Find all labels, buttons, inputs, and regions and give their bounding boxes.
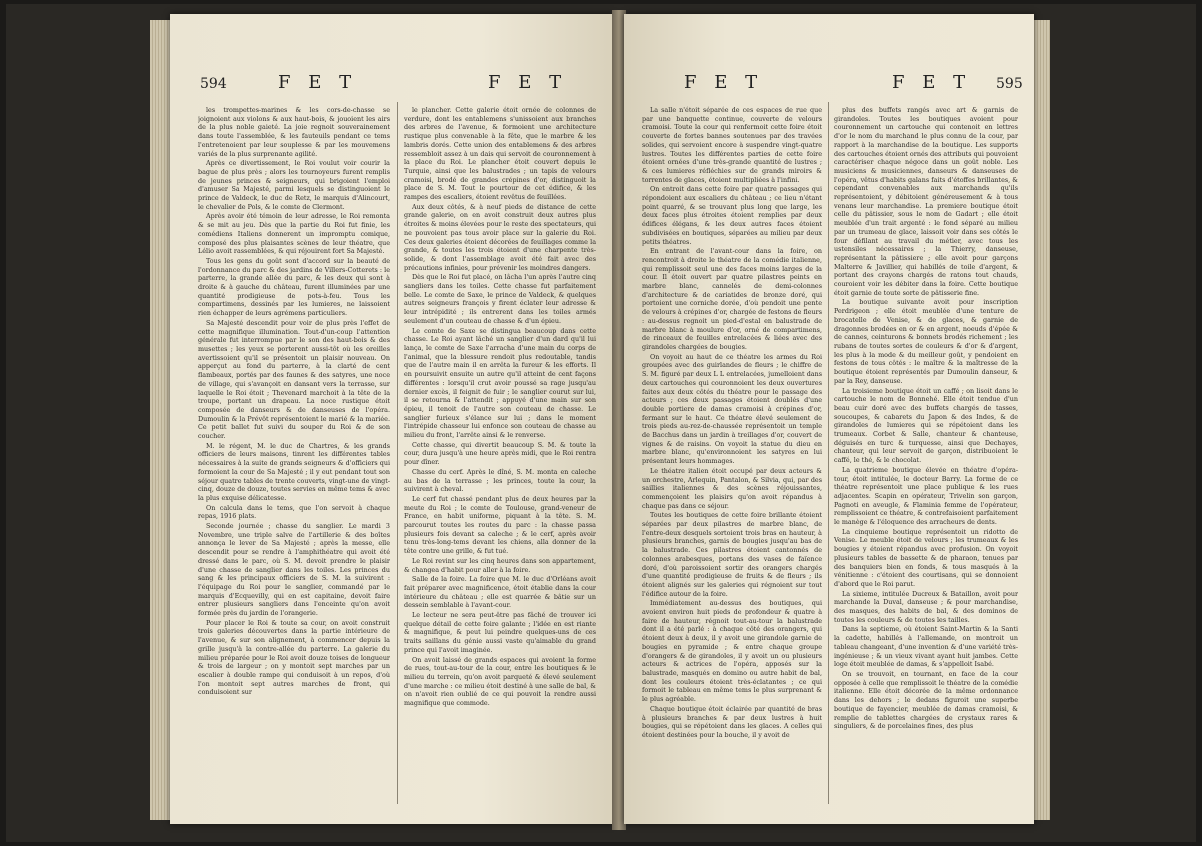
- paragraph: On entroit dans cette foire par quatre passages qui répondoient aux escaliers du château ; ce lieu n'étant point quarré, & se trouvant plus long que large, les deux faces plus étroites étoient remplies par deux édifices élégans, & les deux autres faces étoient subdivisées en boutiques, séparées au milieu par deux petits théatres.: [642, 185, 822, 246]
- left-head-col2: F E T: [488, 72, 568, 93]
- paragraph: le plancher. Cette galerie étoit ornée de colonnes de verdure, dont les entablemens s'unissoient aux branches des arbres de l'avenue, & formoient une architecture rustique plus convenable à la fête, que le marbre & les lambris dorés. Cette union des entablemens & des arbres ressembloit assez à un dais qui servoit de couronnement à la place du Roi. Le plancher étoit couvert depuis le Turquie, ainsi que les balustrades ; un tapis de velours cramoisi, brodé de grandes crépines d'or, distinguoit la place de S. M. Tout le pourtour de cet édifice, & les rampes des escaliers, étoient revêtus de feuillées.: [404, 106, 596, 202]
- paragraph: Le cerf fut chassé pendant plus de deux heures par la meute du Roi ; le comte de Toulouse, grand-veneur de France, en habit uniforme, piquant à la tête. S. M. parcourut toutes les routes du parc : la chasse passa plusieurs fois devant sa caleche ; & le cerf, après avoir tenu très-long-tems devant les chiens, alla donner de la tête contre une grille, & fut tué.: [404, 494, 596, 556]
- paragraph: Pour placer le Roi & toute sa cour, on avoit construit trois galeries découvertes dans la partie intérieure de l'avenue, & sur son alignement, à commencer depuis la grille jusqu'à la contre-allée du parterre. La galerie du milieu préparée pour le Roi avoit douze toises de longueur & trois de largeur ; on y montoit sept marches par un escalier à double rampe qui conduisoit à un repos, d'où l'on montoit sept autres marches de front, qui conduisoient sur: [198, 618, 390, 697]
- left-column-rule: [397, 102, 398, 804]
- paragraph: On se trouvoit, en tournant, en face de la cour opposée à celle que remplissoit le théatre de la comédie italienne. Elle étoit décorée de la même ordonnance dans les dehors ; le dedans figuroit une superbe boutique de fayencier, meublée de damas cramoisi, & remplie de tablettes chargées de crystaux rares & singuliers, & de porcelaines fines, des plus: [834, 670, 1018, 731]
- right-page-number: 595: [996, 76, 1023, 92]
- right-head-col2: F E T: [892, 72, 972, 93]
- left-head-col1: F E T: [278, 72, 358, 93]
- right-column-1: [642, 106, 822, 806]
- right-running-head: [624, 72, 1034, 98]
- left-page-number: 594: [200, 76, 227, 92]
- paragraph: La cinquieme boutique représentoit un ridotto de Venise. Le meuble étoit de velours ; les trumeaux & les bougies y étoient répandus avec profusion. On voyoit plusieurs tables de bassette & de pharaon, tenues par des banquiers bien en fonds, & tous masqués à la vénitienne : c'étoient des courtisans, qui se donnoient d'abord que le Roi parut.: [834, 527, 1018, 588]
- paragraph: Le théatre italien étoit occupé par deux acteurs & un orchestre, Arlequin, Pantalon, & Silvia, qui, par des saillies italiennes & des scènes réjouissantes, commençoient les plaisirs qu'on avoit répandus à chaque pas dans ce séjour.: [642, 466, 822, 510]
- paragraph: On calcula dans le tems, que l'on servoit à chaque repas, 1916 plats.: [198, 503, 390, 521]
- paragraph: La boutique suivante avoit pour inscription Perdrigeon ; elle étoit meublée d'une tenture de brocatelle de Venise, & de glaces, & garnie de dragonnes brodées en or & en argent, noeuds d'épée & de cannes, ceinturons & bonnets brodés richement ; les rubans de toutes sortes de couleurs & d'or & d'argent, les plus à la mode & du meilleur goût, y pendoient en festons de tous côtés : le maître & la maîtresse de la boutique étoient représentés par Dumoulin danseur, & par la Rey, danseuse.: [834, 298, 1018, 385]
- paragraph: La salle n'étoit séparée de ces espaces de rue que par une banquette continue, couverte de velours cramoisi. Toute la cour qui renfermoit cette foire étoit couverte de fortes bannes soutenues par des travées solides, qui servoient encore à suspendre vingt-quatre lustres. Toutes les différentes parties de cette foire étoient ornées d'une très-grande quantité de lustres ; & ces lumieres réfléchies sur de grands miroirs & torrentes de glaces, étoient multipliées à l'infini.: [642, 106, 822, 184]
- paragraph: Après ce divertissement, le Roi voulut voir courir la bague de plus près ; alors les tournoyeurs furent remplis de jeunes princes & seigneurs, qui brigoient l'emploi d'amuser Sa Majesté, parmi lesquels se distinguoient le prince de Valdeck, le duc de Retz, le marquis d'Alincourt, le chevalier de Pols, & le comte de Clermont.: [198, 159, 390, 211]
- paragraph: Toutes les boutiques de cette foire brillante étoient séparées par deux pilastres de marbre blanc, de l'entre-deux desquels sortoient trois bras en hauteur, à plusieurs branches, garnis de bougies jusqu'au bas de la balustrade. Ces pilastres étoient cantonnés de colonnes arabesques, portans des vases de faïence doré, d'où paroissoient sortir des orangers chargés d'une quantité prodigieuse de fruits & de fleurs ; ils étoient alignés sur les galeries qui régnoient sur tout l'édifice autour de la foire.: [642, 511, 822, 598]
- paragraph: On avoit laissé de grands espaces qui avoient la forme de rues, tout-au-tour de la cour, entre les boutiques & le milieu du terrein, qu'on avoit parqueté & élevé seulement d'une marche : ce milieu étoit destiné à une salle de bal, & on n'avoit rien oublié de ce qui pouvoit la rendre aussi magnifique que commode.: [404, 655, 596, 708]
- paragraph: La troisieme boutique étoit un caffé ; on lisoit dans le cartouche le nom de Bonnehé. Elle étoit tendue d'un beau cuir doré avec des buffets chargés de tasses, soucoupes, & cabarets du Japon & des Indes, & de girandoles de lumieres qui se répétoient dans les trumeaux. Corbet & Salle, chanteur & chanteuse, déguisés en turc & turquesse, ainsi que Dechayes, chanteur, qui leur servoit de garçon, distribuoient le caffé, le thé, & le chocolat.: [834, 386, 1018, 465]
- right-column-2: [834, 106, 1018, 806]
- paragraph: Le comte de Saxe se distingua beaucoup dans cette chasse. Le Roi ayant lâché un sanglier d'un dard qu'il lui lança, le comte de Saxe l'arracha d'une main du corps de l'animal, que la blessure rendoit plus redoutable, tandis que de l'autre main il en arrêta la fureur & les efforts. Il en poursuivit ensuite un autre qu'il atteint de cent façons différentes : lorsqu'il crut avoir poussé sa rage jusqu'au dernier excès, il feignit de fuir ; le sanglier courut sur lui, il se retourna & l'attendit ; appuyé d'une main sur son épieu, il tenoit de l'autre son couteau de chasse. Le sanglier furieux s'élance sur lui ; dans le moment l'intrépide chasseur lui enfonce son couteau de chasse au milieu du front, l'arrête ainsi & le renverse.: [404, 326, 596, 440]
- paragraph: La quatrieme boutique élevée en théatre d'opéra-tour, étoit intitulée, le docteur Barry. La forme de ce théatre représentoit une place publique & les rues adjacentes. Scapin en opérateur, Trivelin son garçon, Pagnoti en aveugle, & Flaminia femme de l'opérateur, remplissoient ce théatre, & contrefaisoient parfaitement le manège & l'éloquence des arracheurs de dents.: [834, 465, 1018, 527]
- left-running-head: [170, 72, 614, 98]
- paragraph: Salle de la foire. La foire que M. le duc d'Orléans avoit fait préparer avec magnificence, étoit établie dans la cour intérieure du château ; elle est quarrée & bâtie sur un dessein semblable à l'avant-cour.: [404, 575, 596, 610]
- paragraph: Le Roi revint sur les cinq heures dans son appartement, & changea d'habit pour aller à la foire.: [404, 556, 596, 574]
- paragraph: Seconde journée ; chasse du sanglier. Le mardi 3 Novembre, une triple salve de l'artillerie & des boîtes annonça le lever de Sa Majesté ; après la messe, elle descendit pour se rendre à l'amphithéatre qui avoit été dressé dans le parc, où S. M. devoit prendre le plaisir d'une chasse de sanglier dans les toiles. Les princes du sang & les principaux officiers de S. M. la suivirent : l'équipage du Roi pour le sanglier, commandé par le marquis d'Ecquevilly, qui en est capitaine, devoit faire entrer plusieurs sangliers dans l'enceinte qu'on avoit formée près du jardin de l'orangerie.: [198, 522, 390, 618]
- left-column-2: [404, 106, 596, 806]
- paragraph: Immédiatement au-dessus des boutiques, qui avoient environ huit pieds de profondeur & quatre à faire de hauteur, régnoit tout-au-tour la balustrade dont il a été parlé : à chaque côté des orangers, qui étoient deux à deux, il y avoit une girandole garnie de bougies en pyramide ; & entre chaque groupe d'orangers & de girandoles, il y avoit un ou plusieurs acteurs & actrices de l'opéra, apposés sur la balustrade, masqués en domino ou autre habit de bal, dont les couleurs étoient très-éclatantes ; ce qui formoit le tableau en même tems le plus surprenant & le plus agréable.: [642, 599, 822, 704]
- paragraph: Sa Majesté descendit pour voir de plus près l'effet de cette magnifique illumination. Tout-d'un-coup l'attention générale fut interrompue par le son des haut-bois & des musettes ; les yeux se porterent aussi-tôt où les oreilles avertissoient qu'il se présentoit un plaisir nouveau. On apperçut au fond du parterre, à la clarté de cent flambeaux, portés par des faunes & des satyres, une noce de village, qui s'avançoit en dansant vers la terrasse, sur laquelle le Roi étoit ; Thevenard marchoit à la tête de la troupe, portant un drapeau. La noce rustique étoit composée de danseurs & de danseuses de l'opéra. Dumoulin & la Prévôt représentoient le marié & la mariée. Ce petit ballet fut suivi du souper du Roi & de son coucher.: [198, 318, 390, 441]
- paragraph: Dès que le Roi fut placé, on lâcha l'un après l'autre cinq sangliers dans les toiles. Cette chasse fut parfaitement belle. Le comte de Saxe, le prince de Valdeck, & quelques autres seigneurs françois y firent éclater leur adresse & leur intrépidité ; ils entrerent dans les toiles armés seulement d'un couteau de chasse & d'un épieu.: [404, 273, 596, 325]
- right-column-rule: [828, 102, 829, 804]
- right-page-edges: [1032, 20, 1050, 820]
- paragraph: Cette chasse, qui divertit beaucoup S. M. & toute la cour, dura jusqu'à une heure après midi, que le Roi rentra pour dîner.: [404, 440, 596, 467]
- paragraph: Tous les gens du goût sont d'accord sur la beauté de l'ordonnance du parc & des jardins de Villers-Cotterets : le parterre, la grande allée du parc, & les deux qui sont à droite & à gauche du château, furent illuminées par une quantité prodigieuse de pots-à-feu. Tous les compartimens, dessinés par les lumieres, ne laissoient rien échapper de leurs agrémens particuliers.: [198, 256, 390, 318]
- left-column-1: [198, 106, 390, 806]
- paragraph: les trompettes-marines & les cors-de-chasse se joignoient aux violons & aux haut-bois, & jouoient les airs de la plus noble gaieté. La joie regnoit souverainement dans toute l'assemblée, & les fauteuils pendant ce tems l'entretenoient par leur souplesse & par les mouvemens variés de la plus surprenante agilité.: [198, 106, 390, 158]
- paragraph: La sixieme, intitulée Ducreux & Bataillon, avoit pour marchande la Duval, danseuse ; & pour marchandise, des masques, des habits de bal, & des dominos de toutes les couleurs & de toutes les tailles.: [834, 589, 1018, 624]
- paragraph: Dans la septieme, où étoient Saint-Martin & la Santi la cadette, habillés à l'allemande, on montroit un tableau changeant, d'une invention & d'une variété très-ingénieuse ; & un vieux vivant ayant huit jambes. Cette loge étoit meublée de damas, & s'appelloit Isabé.: [834, 625, 1018, 669]
- paragraph: Chaque boutique étoit éclairée par quantité de bras à plusieurs branches & par deux lustres à huit bougies, qui se répétoient dans les glaces. A celles qui étoient destinées pour la bouche, il y avoit de: [642, 704, 822, 739]
- paragraph: En entrant de l'avant-cour dans la foire, on rencontroit à droite le théatre de la comédie italienne, qui remplissoit seul une des faces moins larges de la cour. Il étoit ouvert par quatre pilastres peints en marbre blanc, cannelés de demi-colonnes d'architecture & de cariatides de bronze doré, qui portoient une corniche dorée, d'où pendoit une pente de velours à crépines d'or, chargée de festons de fleurs : au-dessus regnoit un pied-d'estal en balustrade de marbre blanc à moulure d'or, orné de compartimens, de rinceaux de feuilles entrelacées & liées avec des girandoles chargées de bougies.: [642, 247, 822, 351]
- paragraph: Chasse du cerf. Après le dîné, S. M. monta en caleche au bas de la terrasse ; les princes, toute la cour, la suivirent à cheval.: [404, 467, 596, 494]
- paragraph: Le lecteur ne sera peut-être pas fâché de trouver ici quelque détail de cette foire galante ; l'idée en est riante & magnifique, & peut lui peindre quelques-uns de ces traits saillans du génie aussi vaste qu'aimable du grand prince qui l'avoit imaginée.: [404, 611, 596, 654]
- paragraph: Après avoir été témoin de leur adresse, le Roi remonta & se mit au jeu. Dès que la partie du Roi fut finie, les comédiens Italiens donnerent un impromptu comique, composé des plus plaisantes scènes de leur théatre, que Lélio avoit rassemblées, & qui réjouirent fort Sa Majesté.: [198, 212, 390, 256]
- paragraph: M. le régent, M. le duc de Chartres, & les grands officiers de leurs maisons, tinrent les différentes tables nécessaires à la suite de grands seigneurs & d'officiers qui formoient la cour de Sa Majesté ; il y eut pendant tout son séjour quatre tables de trente couverts, vingt-une de vingt-cinq, douze de douze, toutes servies en même tems & avec la plus exquise délicatesse.: [198, 441, 390, 502]
- paragraph: plus des buffets rangés avec art & garnis de girandoles. Toutes les boutiques avoient pour couronnement un cartouche qui contenoit en lettres d'or le nom du marchand le plus connu de la cour, par rapport à la marchandise de la boutique. Les supports des cartouches étoient ornés des attributs qui pouvoient caractériser chaque négoce dans un goût noble. Les musiciens & musiciennes, danseurs & danseuses de l'opéra, vêtus d'habits galans faits d'étoffes brillantes, & cependant convenables aux marchands qu'ils représentoient, y débitoient généreusement & à tous venans leur marchandise. La premiere boutique étoit celle du pâtissier, sous le nom de Gadart ; elle étoit meublée d'un trait argenté : le fond séparé au milieu par un trumeau de glace, laissoit voir dans ses côtés le four défilant au travail du métier, avec tous les ustensiles nécessaires ; la Thierry, danseuse, représentant la pâtissiere ; elle avoit pour garçons Malterre & Javillier, qui habillés de toile d'argent, & portant des crayons chargés de ratons tout chauds, couroient voir les débiter dans la foire. Cette boutique étoit garnie de toute sorte de pâtisserie fine.: [834, 106, 1018, 297]
- left-page-edges: [150, 20, 172, 820]
- paragraph: On voyoit au haut de ce théatre les armes du Roi groupées avec des guirlandes de fleurs ; le chiffre de S. M. figuré par deux L L entrelacées, jumelloient dans deux cartouches qui couronnoient les deux ouvertures faites aux deux côtés du théatre pour le passage des acteurs ; ces deux passages étoient doublés d'une double portiere de damas cramoisi à crépines d'or, fermant sur le haut. Ce théatre élevé seulement de trois pieds au-rez-de-chaussée représentoit un temple de Bacchus dans un jardin à treillages d'or, couvert de vignes & de raisins. On voyoit la statue du dieu en marbre blanc, qu'environnoient les satyres en lui présentant leurs hommages.: [642, 352, 822, 466]
- left-page: [170, 14, 614, 824]
- right-page: [624, 14, 1034, 824]
- right-head-col1: F E T: [684, 72, 764, 93]
- paragraph: Aux deux côtés, & à neuf pieds de distance de cette grande galerie, on en avoit construit deux autres plus étroites & moins élevées pour le reste des spectateurs, qui ne pouvoient pas tous avoir place sur la galerie du Roi. Ces deux galeries étoient décorées de feuillages comme la grande, & toutes les trois étoient d'une charpente très-solide, & dont l'assemblage avoit été fait avec des précautions infinies, pour prévenir les moindres dangers.: [404, 202, 596, 272]
